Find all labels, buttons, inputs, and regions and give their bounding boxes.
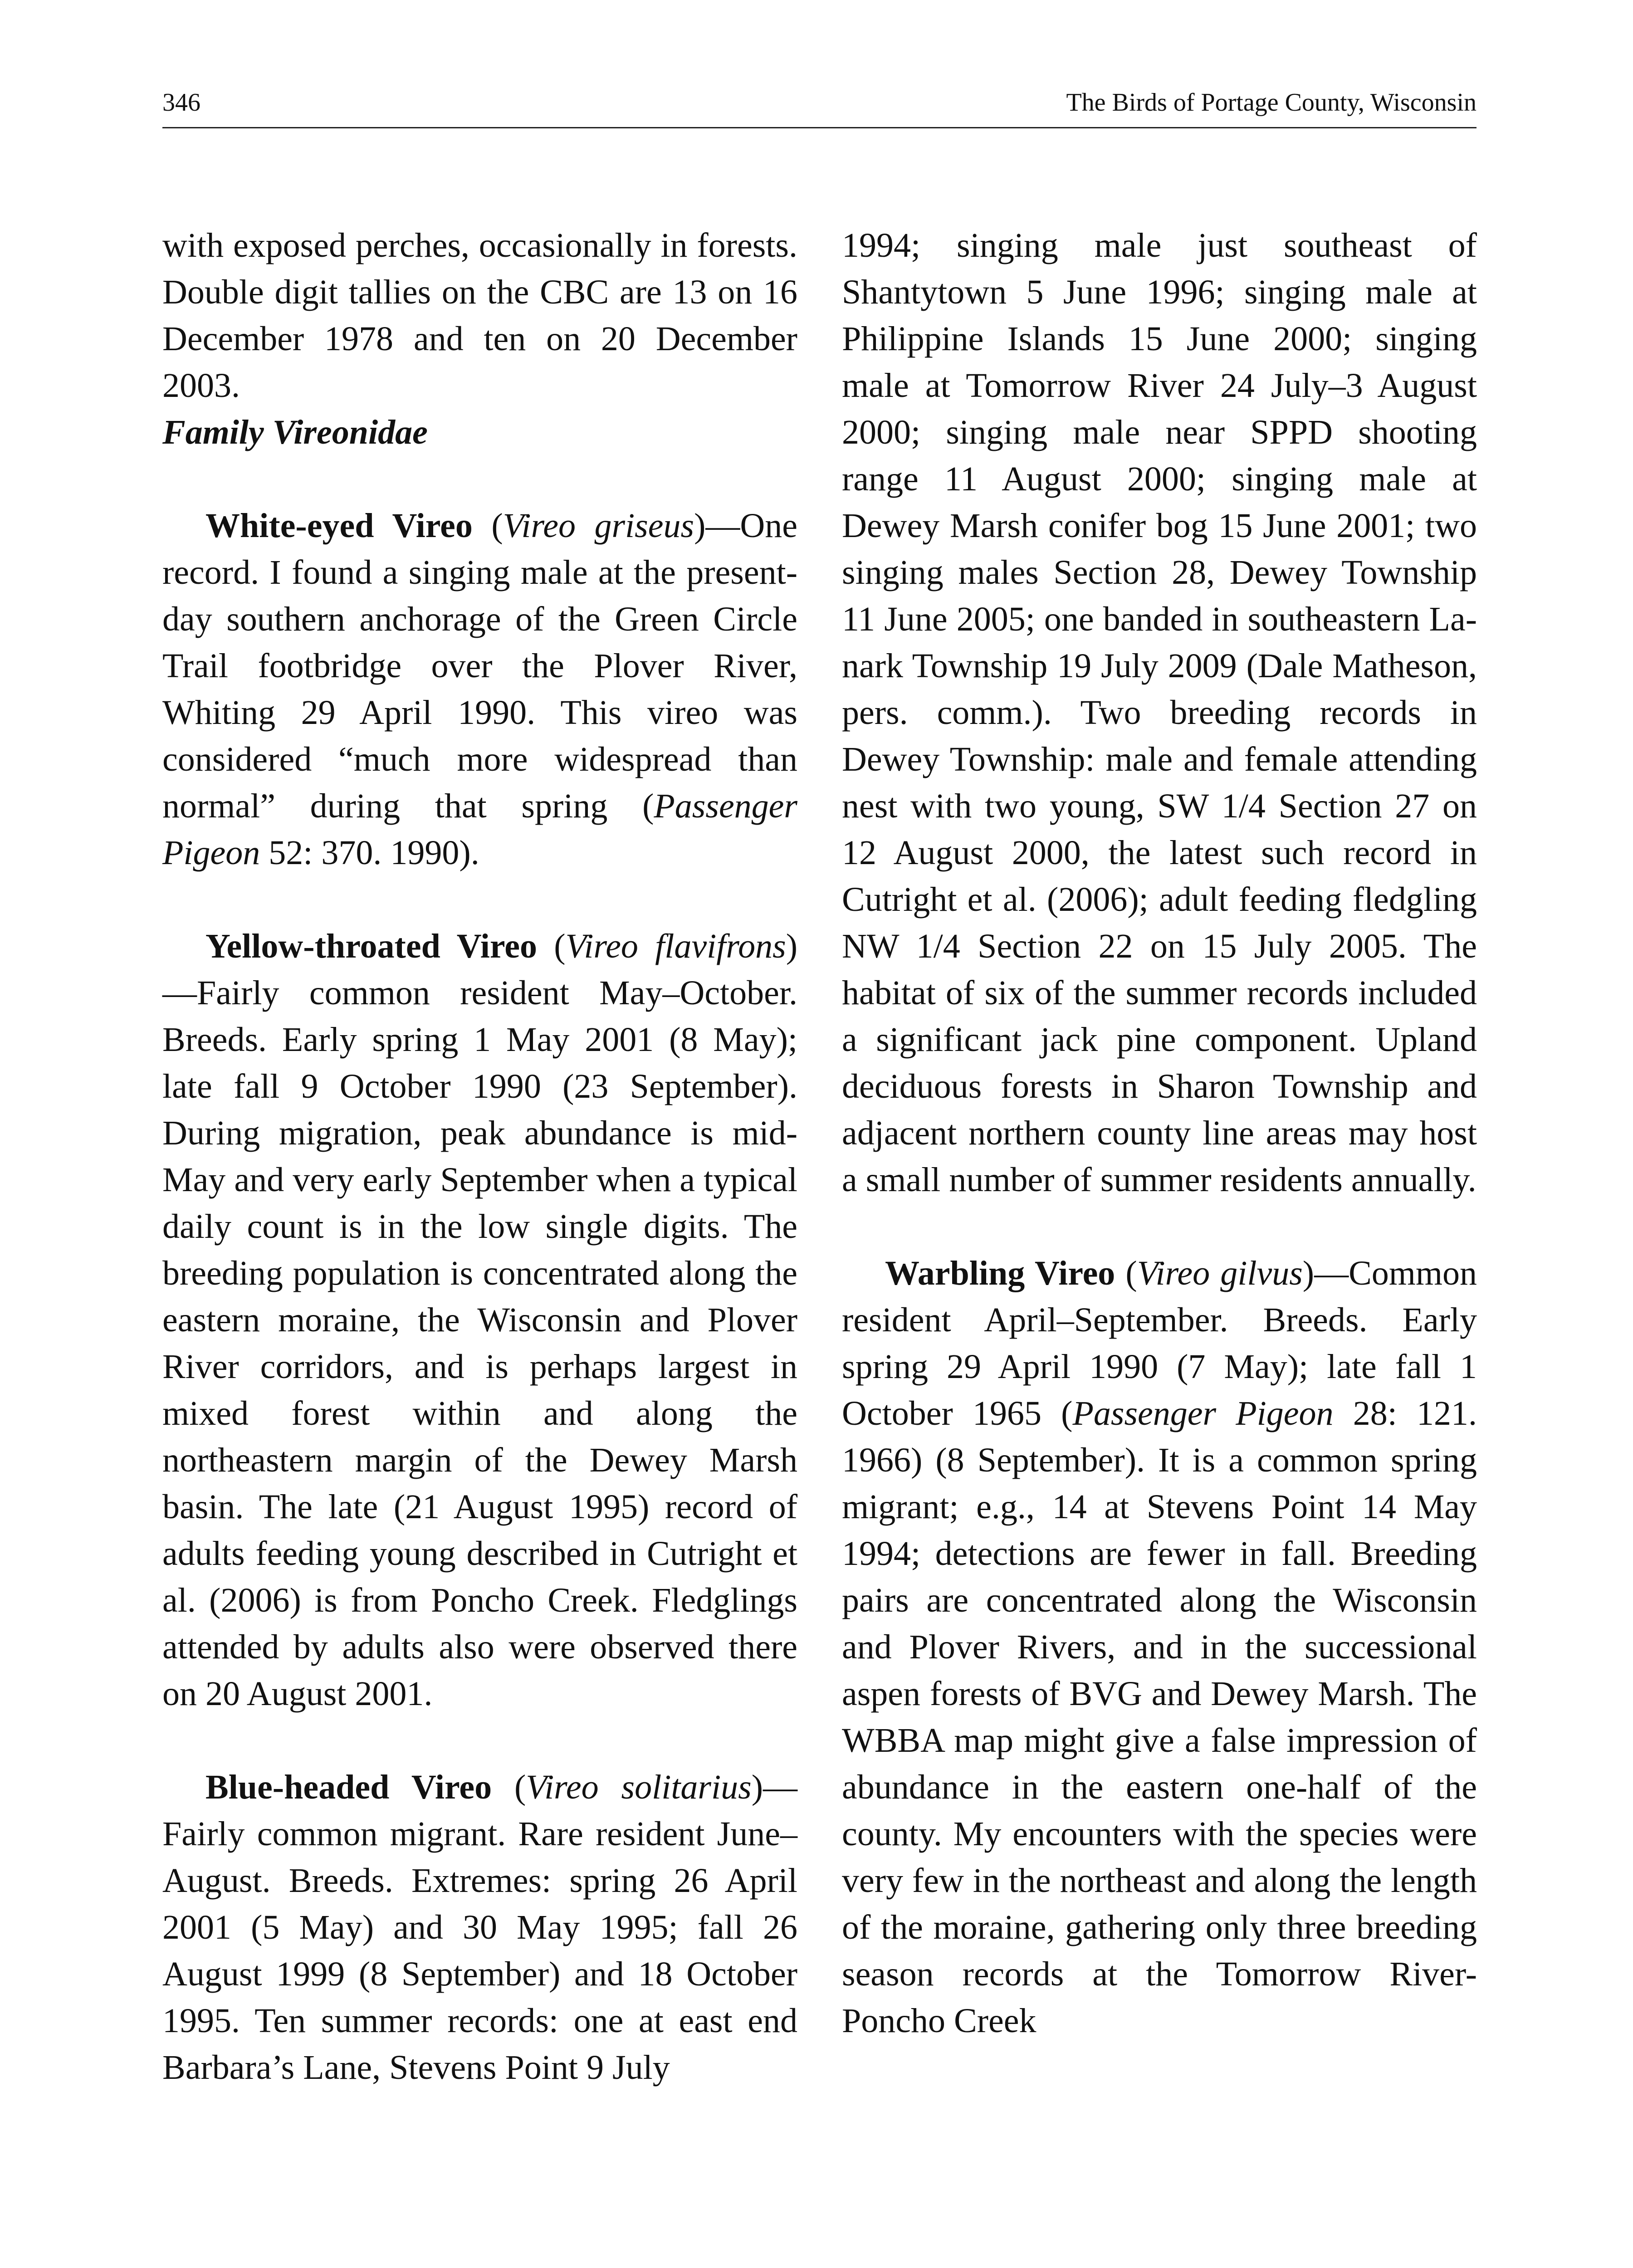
left-column — [162, 222, 797, 2091]
page-number: 346 — [162, 88, 200, 117]
species-name: Yellow-throated Vireo — [205, 927, 537, 965]
species-text: One record. I found a singing male at the present-day southern anchorage of the Green Circle Trail footbridge over the Plover River, Whiting 29 April 1990. This vireo was considered “much more widespread than normal” during that spring ( — [162, 507, 797, 825]
species-text: 28: 121. 1966) (8 September). It is a common spring migrant; e.g., 14 at Stevens Point 14 May 1994; detections are fewer in fall. Breeding pairs are concentrated along the Wisconsin and Plover Rivers, and in the successional aspen forests of BVG and Dewey Marsh. The WBBA map might give a false impression of abundance in the eastern one-half of the county. My encounters with the species were very few in the northeast and along the length of the moraine, gathering only three breeding season records at the Tomorrow River-Poncho Creek — [842, 1394, 1477, 2040]
journal-citation: Passenger Pigeon — [1072, 1394, 1334, 1432]
species-text: 52: 370. 1990). — [260, 834, 479, 872]
right-column — [842, 222, 1477, 2044]
running-title: The Birds of Portage County, Wisconsin — [1066, 88, 1477, 117]
species-entry-blue-headed-vireo: Blue-headed Vireo (Vireo solitarius)—Fairly common migrant. Rare resident June–August. Breeds. Extremes: spring 26 April 2001 (5 May) and 30 May 1995; fall 26 August 1999 (8 September) and 18 October 1995. Ten summer records: one at east end Barbara’s Lane, Stevens Point 9 July — [162, 1768, 798, 2087]
latin-name: Vireo griseus — [503, 507, 694, 545]
species-text: Fairly common resident May–October. Breeds. Early spring 1 May 2001 (8 May); late fall 9 October 1990 (23 September). During migration, peak abundance is mid-May and very early September when a typical daily count is in the low single digits. The breeding population is concentrated along the eastern moraine, the Wisconsin and Plover River corridors, and is perhaps largest in mixed forest within and along the northeastern margin of the Dewey Marsh basin. The late (21 August 1995) record of adults feeding young described in Cutright et al. (2006) is from Poncho Creek. Fledglings attended by adults also were observed there on 20 August 2001. — [162, 974, 797, 1713]
latin-name: Vireo flavifrons — [565, 927, 786, 965]
species-name: Warbling Vireo — [885, 1254, 1115, 1292]
species-entry-white-eyed-vireo: White-eyed Vireo (Vireo griseus)—One record. I found a singing male at the present-day southern anchorage of the Green Circle Trail footbridge over the Plover River, Whiting 29 April 1990. This vireo was considered “much more widespread than normal” during that spring (Passenger Pigeon 52: 370. 1990). — [162, 507, 797, 872]
page-header — [162, 86, 1477, 128]
species-name: Blue-headed Vireo — [205, 1768, 492, 1806]
species-text: Common resident April–September. Breeds. Early spring 29 April 1990 (7 May); late fall 1 October 1965 ( — [842, 1254, 1477, 1432]
species-continuation-blue-headed-vireo: 1994; singing male just southeast of Shantytown 5 June 1996; singing male at Philippine Islands 15 June 2000; singing male at Tomorrow River 24 July–3 August 2000; singing male near SPPD shooting range 11 August 2000; singing male at Dewey Marsh conifer bog 15 June 2001; two singing males Section 28, Dewey Township 11 June 2005; one banded in southeastern Lanark Township 19 July 2009 (Dale Matheson, pers. comm.). Two breeding records in Dewey Township: male and female attending nest with two young, SW 1/4 Section 27 on 12 August 2000, the latest such record in Cutright et al. (2006); adult feeding fledgling NW 1/4 Section 22 on 15 July 2005. The habitat of six of the summer records included a significant jack pine component. Upland deciduous forests in Sharon Township and adjacent northern county line areas may host a small number of summer residents annually. — [842, 226, 1477, 1199]
family-heading: Family Vireonidae — [162, 413, 428, 451]
latin-name: Vireo gilvus — [1137, 1254, 1303, 1292]
latin-name: Vireo solitarius — [526, 1768, 752, 1806]
species-entry-warbling-vireo: Warbling Vireo (Vireo gilvus)—Common resident April–September. Breeds. Early spring 29 April 1990 (7 May); late fall 1 October 1965 (Passenger Pigeon 28: 121. 1966) (8 September). It is a common spring migrant; e.g., 14 at Stevens Point 14 May 1994; detections are fewer in fall. Breeding pairs are concentrated along the Wisconsin and Plover Rivers, and in the successional aspen forests of BVG and Dewey Marsh. The WBBA map might give a false impression of abundance in the eastern one-half of the county. My encounters with the species were very few in the northeast and along the length of the moraine, gathering only three breeding season records at the Tomorrow River-Poncho Creek — [842, 1254, 1477, 2040]
species-name: White-eyed Vireo — [205, 507, 473, 545]
continuation-paragraph: with exposed perches, occasionally in forests. Double digit tallies on the CBC are 13 on 16 December 1978 and ten on 20 December 2003. — [162, 226, 797, 405]
species-text: Fairly common migrant. Rare resident June–August. Breeds. Extremes: spring 26 April 2001 (5 May) and 30 May 1995; fall 26 August 1999 (8 September) and 18 October 1995. Ten summer records: one at east end Barbara’s Lane, Stevens Point 9 July — [162, 1815, 797, 2087]
journal-citation: Passenger Pigeon — [162, 787, 797, 872]
species-entry-yellow-throated-vireo: Yellow-throated Vireo (Vireo flavifrons)—Fairly common resident May–October. Breeds. Early spring 1 May 2001 (8 May); late fall 9 October 1990 (23 September). During migration, peak abundance is mid-May and very early September when a typical daily count is in the low single digits. The breeding population is concentrated along the eastern moraine, the Wisconsin and Plover River corridors, and is perhaps largest in mixed forest within and along the northeastern margin of the Dewey Marsh basin. The late (21 August 1995) record of adults feeding young described in Cutright et al. (2006) is from Poncho Creek. Fledglings attended by adults also were observed there on 20 August 2001. — [162, 927, 798, 1713]
